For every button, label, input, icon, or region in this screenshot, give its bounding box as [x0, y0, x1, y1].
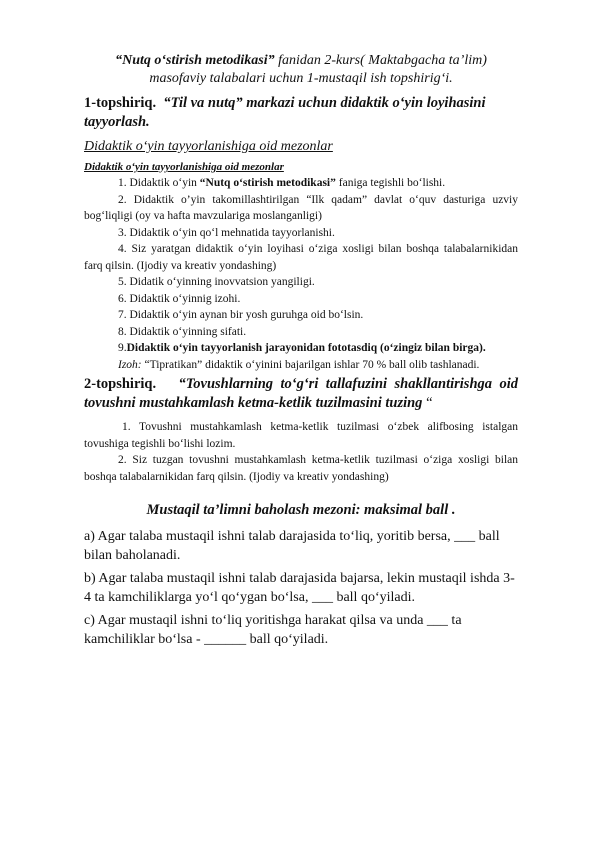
task2-heading: [84, 375, 518, 413]
criterion-8: 8. Didaktik o‘yinning sifati.: [118, 325, 247, 338]
criterion-1-bold: “Nutq o‘stirish metodikasi”: [199, 177, 336, 189]
grade-a: a) Agar talaba mustaqil ishni talab darajasida to‘liq, yoritib bersa, ___ ball bilan baholanadi.: [84, 529, 500, 563]
criterion-9-num: 9.: [118, 342, 127, 354]
criterion-1-post: faniga tegishli bo‘lishi.: [335, 177, 446, 189]
criterion-1-pre: 1. Didaktik o‘yin: [118, 177, 200, 189]
criterion-6: 6. Didaktik o‘yinnig izohi.: [118, 292, 241, 305]
criterion-4: 4. Siz yaratgan didaktik o‘yin loyihasi o‘ziga xosligi bilan boshqa talabalarnikidan farq qilsin. (Ijodiy va kreativ yondashing): [84, 243, 518, 272]
task2-item-2: 2. Siz tuzgan tovushni mustahkamlash ketma-ketlik tuzilmasi o‘ziga xosligi bilan boshqa talabalarnikidan farq qilsin. (Ijodiy va kreativ yondashing): [84, 454, 518, 483]
criterion-2: 2. Didaktik o’yin takomillashtirilgan “Ilk qadam” davlat o‘quv dasturiga uzviy bog‘liqligi (oy va hafta mavzulariga moslanganligi): [84, 193, 518, 222]
document-title: [84, 52, 518, 70]
grade-b: b) Agar talaba mustaqil ishni talab darajasida bajarsa, lekin mustaqil ishda 3-4 ta kamchiliklarga yo‘l qo‘ygan bo‘lsa, ___ ball qo‘yiladi.: [84, 571, 515, 605]
criterion-1: [84, 175, 518, 192]
criteria-note: [84, 357, 518, 374]
title-rest: fanidan 2-kurs( Maktabgacha ta’lim): [274, 53, 487, 68]
task2-tail: “: [422, 395, 433, 411]
criterion-9-bold: Didaktik o‘yin tayyorlanish jarayonidan fototasdiq (o‘zingiz bilan birga).: [126, 342, 486, 354]
grade-c: c) Agar mustaqil ishni to‘liq yoritishga harakat qilsa va unda ___ ta kamchiliklar bo‘lsa - ______ ball qo‘yiladi.: [84, 613, 462, 647]
criterion-5: 5. Didatik o‘yinning inovvatsion yangiligi.: [118, 276, 315, 288]
criterion-7: 7. Didaktik o‘yin aynan bir yosh guruhga oid bo‘lsin.: [118, 309, 364, 321]
task1-heading: [84, 94, 518, 132]
course-name: “Nutq o‘stirish metodikasi”: [115, 53, 275, 68]
task1-text: “Til va nutq” markazi uchun didaktik o‘yin loyihasini tayyorlash.: [84, 95, 486, 130]
task2-text: “Tovushlarning to‘g‘ri tallafuzini shakllantirishga oid tovushni mustahkamlash ketma-ketlik tuzilmasini tuzing: [84, 376, 518, 411]
criterion-3: 3. Didaktik o‘yin qo‘l mehnatida tayyorlanishi.: [118, 226, 335, 239]
document-page: [84, 52, 518, 654]
criteria-heading-large: Didaktik o‘yin tayyorlanishiga oid mezonlar: [84, 139, 333, 154]
criteria-heading-small: Didaktik o‘yin tayyorlanishiga oid mezonlar: [84, 161, 284, 173]
note-label: Izoh:: [118, 358, 142, 371]
note-text: “Tipratikan” didaktik o‘yinini bajarilgan ishlar 70 % ball olib tashlanadi.: [141, 358, 480, 371]
criterion-9: [84, 340, 518, 357]
document-subtitle: masofaviy talabalari uchun 1-mustaqil ish topshirig‘i.: [149, 71, 453, 86]
assessment-heading: Mustaqil ta’limni baholash mezoni: maksimal ball .: [146, 502, 456, 518]
task2-label: 2-topshiriq.: [84, 376, 157, 392]
task1-label: 1-topshiriq.: [84, 95, 157, 111]
task2-item-1: 1. Tovushni mustahkamlash ketma-ketlik tuzilmasi o‘zbek alifbosing istalgan tovushiga tegishli bo‘lishi lozim.: [84, 421, 518, 450]
